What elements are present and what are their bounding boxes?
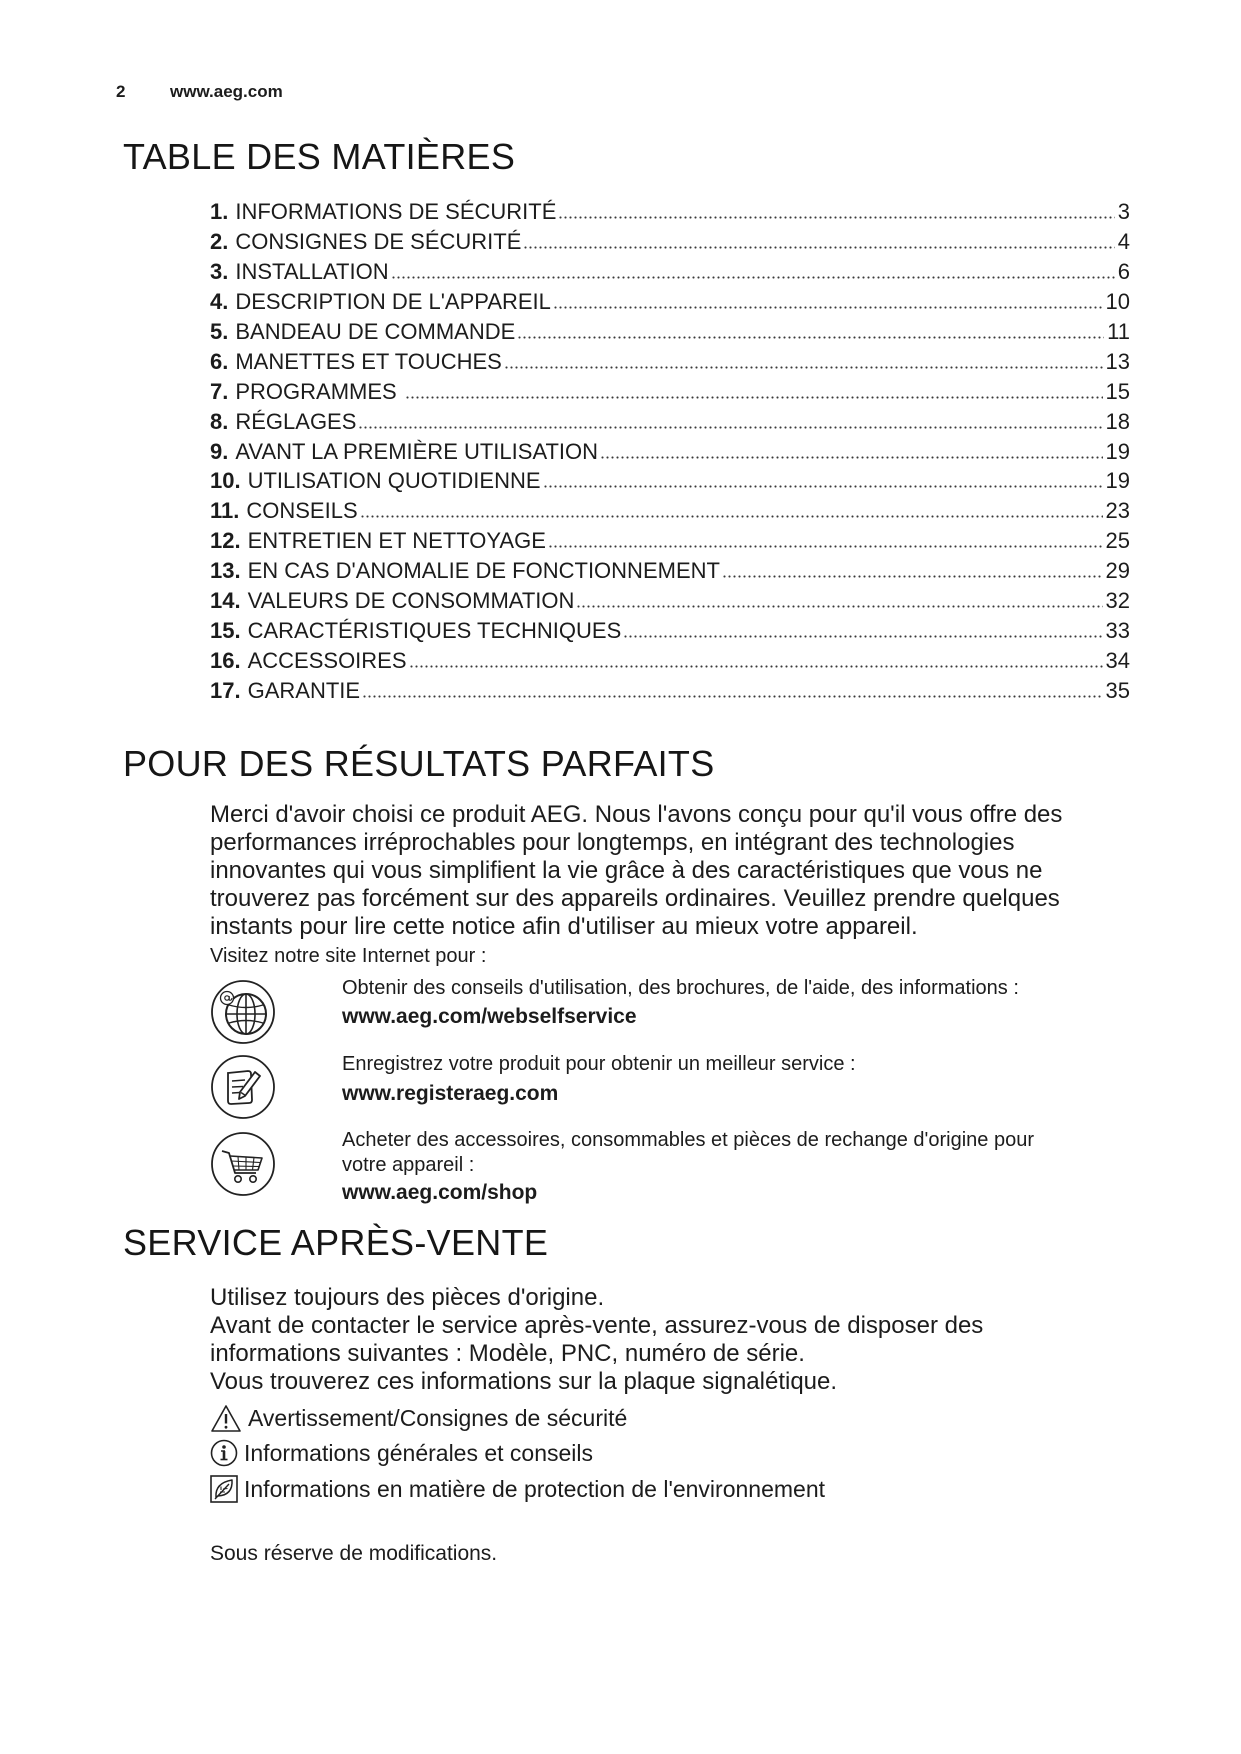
toc-entry-page: 10: [1105, 288, 1130, 314]
toc-entry-number: 9.: [210, 438, 229, 464]
toc-entry-page: 11: [1107, 318, 1130, 344]
toc-dot-leader: [543, 485, 1103, 488]
toc-entry-title: AVANT LA PREMIÈRE UTILISATION: [235, 438, 599, 464]
toc-entry-title: BANDEAU DE COMMANDE: [235, 318, 516, 344]
toc-entry-title: EN CAS D'ANOMALIE DE FONCTIONNEMENT: [247, 558, 720, 584]
toc-dot-leader: [360, 515, 1103, 518]
toc-entry: [210, 437, 1130, 467]
toc-entry-title: MANETTES ET TOUCHES: [235, 348, 502, 374]
toc-entry-number: 7.: [210, 378, 229, 404]
toc-entry-number: 11.: [210, 498, 240, 524]
link-url: www.aeg.com/webselfservice: [342, 1005, 637, 1028]
legend-text: Informations générales et conseils: [244, 1439, 594, 1466]
toc-entry-page: 35: [1105, 678, 1130, 703]
toc-entry-page: 25: [1105, 528, 1130, 554]
toc-entry-page: 15: [1105, 378, 1130, 404]
toc-entry: [210, 347, 1130, 377]
service-heading: SERVICE APRÈS-VENTE: [123, 1222, 549, 1263]
toc-entry-number: 8.: [210, 408, 229, 434]
paragraph-line: Merci d'avoir choisi ce produit AEG. Nous l'avons conçu pour qu'il vous offre des: [210, 801, 1063, 828]
toc-dot-leader: [391, 276, 1115, 279]
toc-entry-number: 14.: [210, 588, 241, 614]
toc-entry-title: ACCESSOIRES: [247, 648, 407, 674]
toc-entry-title: VALEURS DE CONSOMMATION: [247, 588, 575, 614]
toc-entry-page: 34: [1105, 648, 1130, 674]
toc-entry-title: INSTALLATION: [235, 258, 389, 284]
service-line: Vous trouverez ces informations sur la plaque signalétique.: [210, 1368, 838, 1395]
toc-dot-leader: [504, 366, 1103, 369]
service-line: informations suivantes : Modèle, PNC, numéro de série.: [210, 1340, 805, 1367]
link-description: Acheter des accessoires, consommables et pièces de rechange d'origine pour: [342, 1129, 1034, 1151]
toc-entry-number: 16.: [210, 648, 241, 674]
header-website: www.aeg.com: [170, 82, 283, 101]
legend-environment: [210, 1472, 825, 1506]
toc-entry-number: 17.: [210, 678, 241, 703]
toc-entry-number: 3.: [210, 258, 229, 284]
toc-dot-leader: [722, 575, 1103, 578]
toc-entry: [210, 287, 1130, 317]
toc-dot-leader: [523, 246, 1114, 249]
results-heading: POUR DES RÉSULTATS PARFAITS: [123, 743, 715, 784]
toc-entry-page: 33: [1105, 618, 1130, 644]
link-url: www.registeraeg.com: [342, 1082, 559, 1105]
service-line: Avant de contacter le service après-vente, assurez-vous de disposer des: [210, 1312, 984, 1339]
toc-entry-number: 1.: [210, 199, 229, 224]
service-line: Utilisez toujours des pièces d'origine.: [210, 1284, 605, 1311]
toc-entry: [210, 646, 1130, 676]
toc-entry-title: CONSIGNES DE SÉCURITÉ: [235, 228, 522, 254]
paragraph-line: trouverez pas forcément sur des appareils ordinaires. Veuillez prendre quelques: [210, 885, 1060, 912]
footer-note: Sous réserve de modifications.: [210, 1542, 498, 1565]
toc-entry-page: 18: [1105, 408, 1130, 434]
toc-dot-leader: [405, 396, 1103, 399]
link-webselfservice: [342, 975, 1019, 1031]
toc-entry-page: 4: [1117, 228, 1130, 254]
toc-entry: [210, 197, 1130, 227]
link-description: Obtenir des conseils d'utilisation, des brochures, de l'aide, des informations :: [342, 977, 1019, 999]
paragraph-line: instants pour lire cette notice afin d'utiliser au mieux votre appareil.: [210, 913, 918, 940]
toc-dot-leader: [409, 665, 1103, 668]
toc-entry-number: 13.: [210, 558, 241, 584]
environment-leaf-icon: [210, 1475, 238, 1503]
toc-entry: [210, 317, 1130, 347]
link-description: votre appareil :: [342, 1154, 475, 1176]
toc-entry-page: 23: [1105, 498, 1130, 524]
toc-entry-page: 19: [1105, 438, 1130, 464]
toc-dot-leader: [548, 545, 1103, 548]
toc-entry-number: 10.: [210, 468, 241, 494]
toc-entry-number: 5.: [210, 318, 229, 344]
toc-entry: [210, 407, 1130, 437]
link-shop: [342, 1128, 1034, 1207]
legend-info: [210, 1436, 593, 1470]
table-of-contents: [210, 197, 1130, 706]
toc-entry-page: 13: [1105, 348, 1130, 374]
toc-entry: [210, 586, 1130, 616]
toc-entry: [210, 526, 1130, 556]
toc-entry-page: 19: [1105, 468, 1130, 494]
toc-entry: [210, 227, 1130, 257]
toc-entry-number: 6.: [210, 348, 229, 374]
toc-entry-title: CARACTÉRISTIQUES TECHNIQUES: [247, 618, 622, 644]
toc-dot-leader: [553, 306, 1103, 309]
toc-dot-leader: [623, 635, 1102, 638]
globe-icon: [210, 979, 276, 1045]
toc-entry: [210, 466, 1130, 496]
page-number: 2: [116, 82, 126, 101]
link-url: www.aeg.com/shop: [342, 1181, 538, 1204]
toc-entry-number: 12.: [210, 528, 241, 554]
toc-entry-number: 4.: [210, 288, 229, 314]
warning-icon: [210, 1404, 242, 1433]
toc-dot-leader: [517, 336, 1104, 339]
legend-text: Informations en matière de protection de l'environnement: [244, 1475, 825, 1502]
toc-dot-leader: [600, 456, 1102, 459]
paragraph-line: innovantes qui vous simplifient la vie grâce à des caractéristiques que vous ne: [210, 857, 1043, 884]
link-register-product: [342, 1049, 856, 1108]
toc-entry: [210, 377, 1130, 407]
toc-dot-leader: [576, 605, 1102, 608]
toc-entry-page: 3: [1117, 199, 1130, 224]
info-icon: [210, 1439, 238, 1467]
toc-entry: [210, 496, 1130, 526]
toc-entry: [210, 257, 1130, 287]
toc-entry-title: INFORMATIONS DE SÉCURITÉ: [235, 199, 557, 224]
toc-entry-title: CONSEILS: [246, 498, 358, 524]
toc-entry-title: DESCRIPTION DE L'APPAREIL: [235, 288, 551, 314]
paragraph-line: performances irréprochables pour longtemps, en intégrant des technologies: [210, 829, 1015, 856]
toc-entry-page: 29: [1105, 558, 1130, 584]
service-paragraph: [210, 1284, 983, 1396]
toc-entry-title: ENTRETIEN ET NETTOYAGE: [247, 528, 546, 554]
legend-warning: [210, 1401, 627, 1435]
visit-website-text: Visitez notre site Internet pour :: [210, 945, 487, 967]
toc-entry-title: RÉGLAGES: [235, 408, 357, 434]
toc-entry-number: 2.: [210, 228, 229, 254]
toc-entry: [210, 616, 1130, 646]
toc-entry-page: 32: [1105, 588, 1130, 614]
toc-entry-number: 15.: [210, 618, 241, 644]
toc-entry-title: PROGRAMMES: [235, 378, 397, 404]
register-document-icon: [210, 1054, 276, 1120]
toc-dot-leader: [362, 695, 1102, 698]
toc-entry-title: UTILISATION QUOTIDIENNE: [247, 468, 541, 494]
legend-text: Avertissement/Consignes de sécurité: [248, 1404, 628, 1431]
toc-entry-title: GARANTIE: [247, 678, 361, 703]
toc-dot-leader: [358, 426, 1102, 429]
link-description: Enregistrez votre produit pour obtenir un meilleur service :: [342, 1053, 856, 1075]
shopping-cart-icon: [210, 1131, 276, 1197]
intro-paragraph: [210, 801, 1062, 941]
toc-entry-page: 6: [1117, 258, 1130, 284]
toc-entry: [210, 676, 1130, 706]
toc-entry: [210, 556, 1130, 586]
toc-dot-leader: [558, 216, 1114, 219]
toc-heading: TABLE DES MATIÈRES: [123, 136, 516, 177]
